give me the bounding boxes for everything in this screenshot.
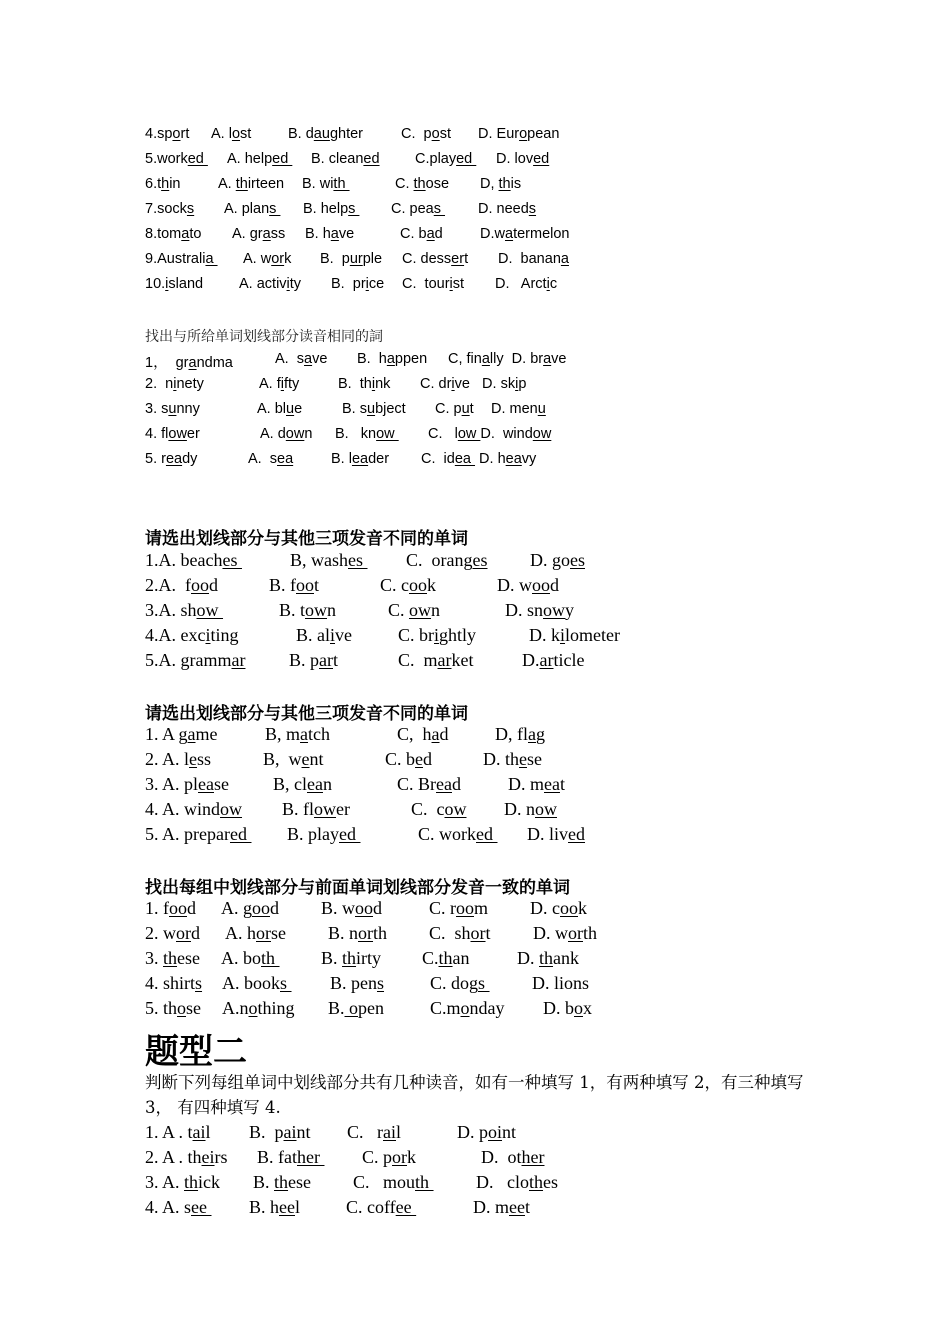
question-word: 3. sunny (145, 401, 200, 417)
question-word: 10.island (145, 276, 204, 292)
option-b: B. leader (331, 451, 390, 467)
option-b: B. wood (321, 898, 383, 918)
section5-heading: 找出每组中划线部分与前面单词划线部分发音一致的单词 (145, 878, 570, 898)
option-c: C. cow (411, 799, 467, 819)
option-c: C. peas (391, 201, 446, 217)
list-item (145, 401, 546, 421)
option-b: B. alive (296, 625, 353, 645)
option-a: A. horse (225, 923, 286, 943)
question-word: 3. these (145, 948, 200, 968)
option-b: B. helps (303, 201, 360, 217)
option-d: D. needs (478, 201, 537, 217)
section2-heading: 找出与所给单词划线部分读音相同的詞 (145, 329, 383, 345)
option-b: B. happen (357, 351, 428, 367)
option-c-d: C. idea D. heavy (421, 451, 537, 467)
list-item (145, 973, 590, 997)
option-d: D. thank (517, 948, 580, 968)
question-word: 1. food (145, 898, 196, 918)
option-c: C. rail (347, 1122, 402, 1142)
option-c: C.than (422, 948, 470, 968)
list-item (145, 799, 557, 823)
option-b: B. know (335, 426, 399, 442)
option-d: D. European (478, 126, 560, 142)
option-b: B. played (287, 824, 361, 844)
option-a: 1.A. beaches (145, 550, 242, 570)
option-d: D, this (480, 176, 522, 192)
question-word: 2. ninety (145, 376, 204, 392)
list-item (145, 1122, 517, 1146)
option-d: D. meat (508, 774, 565, 794)
option-c: C. put (435, 401, 474, 417)
option-a: 3. A. thick (145, 1172, 221, 1192)
list-item (145, 1197, 530, 1221)
option-d: D. lived (527, 824, 586, 844)
option-c: C. Bread (397, 774, 461, 794)
option-d: D. meet (473, 1197, 530, 1217)
option-c: C. mouth (353, 1172, 434, 1192)
option-a: A. good (221, 898, 279, 918)
option-a: A. books (222, 973, 292, 993)
option-d: D. loved (496, 151, 550, 167)
list-item (145, 151, 550, 171)
option-a: A.nothing (222, 998, 295, 1018)
option-a: A. thirteen (218, 176, 285, 192)
section6-title: 题型二 (145, 1032, 247, 1072)
question-word: 9.Australia (145, 251, 218, 267)
option-c: C.monday (430, 998, 505, 1018)
option-c: C. cook (380, 575, 436, 595)
list-item (145, 176, 522, 196)
option-b: B. these (253, 1172, 312, 1192)
list-item (145, 351, 567, 371)
option-b: B. think (338, 376, 391, 392)
option-a: A. grass (232, 226, 286, 242)
option-a: A. helped (227, 151, 293, 167)
option-d: D. these (483, 749, 542, 769)
option-c-d: C, finally D. brave (448, 351, 567, 367)
option-a: 4.A. exciting (145, 625, 239, 645)
option-d: D. box (543, 998, 592, 1018)
list-item (145, 774, 565, 798)
option-d: D. Arctic (495, 276, 558, 292)
option-a: 3.A. show (145, 600, 224, 620)
list-item (145, 251, 569, 271)
option-b: B. open (328, 998, 385, 1018)
list-item (145, 824, 586, 848)
option-a: A. down (260, 426, 313, 442)
question-word: 8.tomato (145, 226, 202, 242)
section6-instructions: 判断下列每组单词中划线部分共有几种读音，如有一种填写 1，有两种填写 2，有三种填写 3， 有四种填写 4. (145, 1073, 804, 1117)
option-c-d: C. low D. window (428, 426, 552, 442)
option-b: B. price (331, 276, 385, 292)
option-a: 4. A. window (145, 799, 243, 819)
section4-heading: 请选出划线部分与其他三项发音不同的单词 (145, 704, 468, 724)
option-c: C. tourist (402, 276, 465, 292)
option-b: B. cleaned (311, 151, 380, 167)
option-b: B. town (279, 600, 337, 620)
option-b: B, clean (273, 774, 332, 794)
option-c: C. market (398, 650, 474, 670)
list-item (145, 600, 575, 624)
option-b: B. thirty (321, 948, 382, 968)
option-d: D. now (504, 799, 557, 819)
option-a: A. plans (224, 201, 281, 217)
option-b: B. north (328, 923, 388, 943)
option-b: B. purple (320, 251, 383, 267)
list-item (145, 1147, 545, 1171)
list-item (145, 376, 527, 396)
option-d: D. goes (530, 550, 585, 570)
list-item (145, 898, 587, 922)
option-c: C. bed (385, 749, 433, 769)
option-a: A. lost (211, 126, 252, 142)
option-a: 2.A. food (145, 575, 218, 595)
list-item (145, 451, 537, 471)
list-item (145, 426, 552, 446)
option-c: C. dessert (402, 251, 469, 267)
option-a: A. save (275, 351, 328, 367)
option-b: B. father (257, 1147, 325, 1167)
option-c: C. own (388, 600, 441, 620)
option-a: A. work (243, 251, 292, 267)
list-item (145, 923, 598, 947)
option-c: C.played (415, 151, 477, 167)
question-word: 5. those (145, 998, 202, 1018)
option-a: A. blue (257, 401, 303, 417)
option-c: C. those (395, 176, 450, 192)
option-a: 1. A game (145, 724, 218, 744)
option-d: D. clothes (476, 1172, 559, 1192)
option-d: D. point (457, 1122, 517, 1142)
option-a: 2. A . theirs (145, 1147, 228, 1167)
option-c-d: C. drive D. skip (420, 376, 527, 392)
option-b: B. paint (249, 1122, 311, 1142)
list-item (145, 276, 558, 296)
option-c: C. coffee (346, 1197, 417, 1217)
question-word: 4. flower (145, 426, 200, 442)
list-item (145, 550, 585, 574)
option-a: 1. A . tail (145, 1122, 211, 1142)
option-d: D.article (522, 650, 585, 670)
option-a: A. activity (239, 276, 302, 292)
option-b: B. subject (342, 401, 406, 417)
option-c: C. brightly (398, 625, 477, 645)
option-b: B, match (265, 724, 331, 744)
list-item (145, 998, 592, 1022)
option-d: D. other (481, 1147, 545, 1167)
option-a: 5.A. grammar (145, 650, 246, 670)
list-item (145, 575, 559, 599)
question-word: 6.thin (145, 176, 181, 192)
question-word: 2. word (145, 923, 200, 943)
option-a: A. fifty (259, 376, 300, 392)
option-b: B. foot (269, 575, 320, 595)
list-item (145, 650, 585, 674)
option-d: D. snowy (505, 600, 575, 620)
option-b: B. part (289, 650, 339, 670)
option-c: C. room (429, 898, 489, 918)
option-a: 2. A. less (145, 749, 212, 769)
question-word: 7.socks (145, 201, 195, 217)
option-c: C. dogs (430, 973, 490, 993)
list-item (145, 226, 570, 246)
list-item (145, 1172, 559, 1196)
option-d: D. menu (491, 401, 546, 417)
question-word: 4. shirts (145, 973, 203, 993)
question-word: 1， grandma (145, 355, 233, 371)
list-item (145, 724, 545, 748)
option-b: B. flower (282, 799, 350, 819)
option-a: A. sea (248, 451, 294, 467)
option-a: 5. A. prepared (145, 824, 252, 844)
option-d: D. worth (533, 923, 598, 943)
option-c: C. bad (400, 226, 443, 242)
question-word: 4.sport (145, 126, 190, 142)
list-item (145, 126, 560, 146)
option-b: B. with (302, 176, 350, 192)
list-item (145, 749, 542, 773)
option-c: C. post (401, 126, 451, 142)
option-d: D. cook (530, 898, 587, 918)
section3-heading: 请选出划线部分与其他三项发音不同的单词 (145, 529, 468, 549)
option-d: D, flag (495, 724, 545, 744)
option-b: B. daughter (288, 126, 363, 142)
option-d: D.watermelon (480, 226, 570, 242)
option-c: C. oranges (406, 550, 488, 570)
option-a: 3. A. please (145, 774, 229, 794)
option-d: D. wood (497, 575, 559, 595)
question-word: 5.worked (145, 151, 208, 167)
option-b: B. have (305, 226, 355, 242)
option-c: C. pork (362, 1147, 417, 1167)
option-c: C, had (397, 724, 449, 744)
list-item (145, 625, 620, 649)
option-a: 4. A. see (145, 1197, 212, 1217)
list-item (145, 948, 580, 972)
option-b: B. pens (330, 973, 385, 993)
option-c: C. short (429, 923, 491, 943)
option-d: D. lions (532, 973, 590, 993)
option-b: B, washes (290, 550, 368, 570)
option-b: B, went (263, 749, 324, 769)
option-a: A. both (221, 948, 280, 968)
list-item (145, 201, 537, 221)
question-word: 5. ready (145, 451, 198, 467)
option-c: C. worked (418, 824, 498, 844)
option-d: D. kilometer (529, 625, 620, 645)
option-d: D. banana (498, 251, 569, 267)
option-b: B. heel (249, 1197, 301, 1217)
